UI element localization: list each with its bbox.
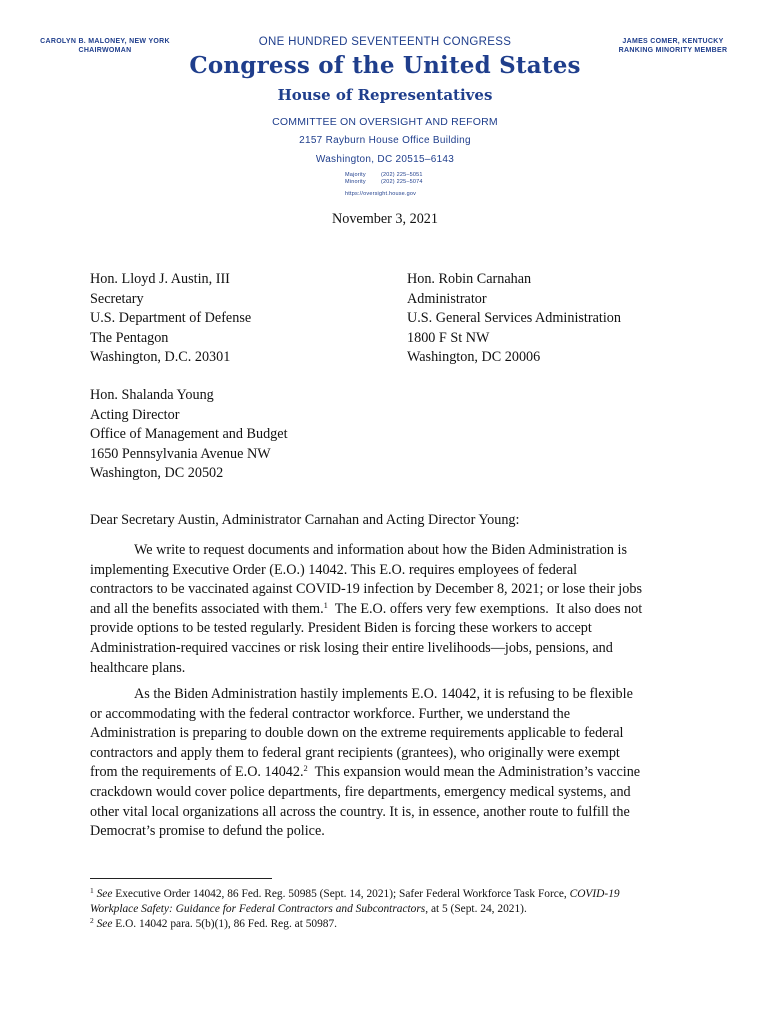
- paragraph-text: The E.O. offers very few exemptions. It also does not: [327, 600, 643, 617]
- paragraph-line: Administration is preparing to double down on the extreme requirements applicable to federal: [90, 725, 624, 742]
- footnote-ref-1[interactable]: 1: [323, 599, 328, 610]
- recipient-line: U.S. General Services Administration: [407, 310, 621, 326]
- paragraph-line: contractors to be vaccinated against COVID-19 infection by December 8, 2021; or lose their jobs: [90, 581, 642, 598]
- congress-number: ONE HUNDRED SEVENTEENTH CONGRESS: [258, 36, 512, 48]
- paragraph-line: [90, 763, 682, 783]
- footnote-signal: See: [96, 918, 113, 930]
- body-paragraph-2: [90, 685, 682, 842]
- footnote-2: [90, 917, 337, 932]
- website-url: https://oversight.house.gov: [345, 191, 417, 197]
- footnote-text: , at 5 (Sept. 24, 2021).: [425, 903, 527, 915]
- recipient-address-young: [90, 386, 288, 484]
- paragraph-line: crackdown would cover police departments, fire departments, emergency medical systems, and: [90, 783, 631, 800]
- paragraph-line: Democrat’s promise to defund the police.: [90, 823, 325, 840]
- footnote-text: E.O. 14042 para. 5(b)(1), 86 Fed. Reg. at 50987.: [112, 918, 338, 930]
- recipient-line: Secretary: [90, 290, 144, 307]
- recipient-line: Administrator: [407, 290, 487, 307]
- recipient-line: U.S. Department of Defense: [90, 310, 252, 326]
- paragraph-line: provide options to be tested regularly. President Biden is forcing these workers to accept: [90, 620, 592, 637]
- footnote-1: [90, 887, 620, 902]
- recipient-line: Hon. Robin Carnahan: [407, 271, 532, 287]
- paragraph-line: Administration-required vaccines or risk losing their entire livelihoods—jobs, pensions, and: [90, 639, 613, 656]
- ranking-title: RANKING MINORITY MEMBER: [618, 47, 728, 54]
- paragraph-line: [90, 600, 682, 620]
- letter-date: November 3, 2021: [332, 211, 438, 227]
- phone-numbers: [345, 172, 423, 186]
- recipient-line: Washington, DC 20006: [407, 349, 541, 365]
- paragraph-line: contractors and apply them to federal grant recipients (grantees), who originally were exempt: [90, 744, 620, 761]
- paragraph-line: or accommodating with the federal contractor workforce. Further, we understand the: [90, 705, 571, 722]
- majority-label: Majority: [345, 172, 366, 178]
- footnote-signal: See: [96, 888, 113, 900]
- recipient-line: Hon. Shalanda Young: [90, 387, 214, 403]
- recipient-line: Hon. Lloyd J. Austin, III: [90, 271, 230, 287]
- committee-name: COMMITTEE ON OVERSIGHT AND REFORM: [272, 116, 498, 128]
- ranking-name: JAMES COMER, KENTUCKY: [622, 38, 724, 45]
- recipient-address-austin: [90, 270, 251, 368]
- paragraph-text: This expansion would mean the Administration’s vaccine: [307, 764, 641, 781]
- house-title: House of Representatives: [277, 86, 493, 104]
- recipient-line: Office of Management and Budget: [90, 426, 288, 442]
- office-address: 2157 Rayburn House Office Building: [299, 135, 471, 146]
- footnote-mark: 1: [90, 886, 94, 895]
- recipient-line: Washington, DC 20502: [90, 465, 224, 481]
- recipient-line: The Pentagon: [90, 329, 169, 346]
- ranking-member-block: [612, 37, 734, 55]
- paragraph-line: As the Biden Administration hastily implements E.O. 14042, it is refusing to be flexible: [134, 686, 633, 702]
- chair-name: CAROLYN B. MALONEY, NEW YORK: [40, 38, 170, 45]
- minority-phone: (202) 225–5074: [381, 179, 423, 185]
- paragraph-text: from the requirements of E.O. 14042.: [90, 764, 304, 781]
- footnote-ref-2[interactable]: 2: [303, 763, 308, 774]
- salutation: Dear Secretary Austin, Administrator Carnahan and Acting Director Young:: [90, 512, 520, 528]
- paragraph-line: other vital local organizations all across the country. It is, in essence, another route to fulfill the: [90, 803, 630, 820]
- recipient-line: 1800 F St NW: [407, 329, 490, 346]
- footnote-text: Executive Order 14042, 86 Fed. Reg. 50985 (Sept. 14, 2021); Safer Federal Workforce Task Force,: [112, 888, 570, 900]
- office-city: Washington, DC 20515–6143: [315, 154, 455, 165]
- recipient-address-carnahan: [407, 270, 621, 368]
- footnote-divider: [90, 878, 272, 879]
- footnote-1-continued: [90, 902, 527, 917]
- footnote-title: Workplace Safety: Guidance for Federal Contractors and Subcontractors: [90, 903, 426, 915]
- chair-block: [40, 37, 170, 55]
- recipient-line: Washington, D.C. 20301: [90, 349, 231, 365]
- paragraph-text: and all the benefits associated with them.: [90, 600, 324, 617]
- footnote-title: COVID-19: [569, 888, 620, 900]
- congress-title: Congress of the United States: [189, 52, 581, 79]
- footnote-mark: 2: [90, 916, 94, 925]
- recipient-line: 1650 Pennsylvania Avenue NW: [90, 445, 271, 462]
- recipient-line: Acting Director: [90, 406, 180, 423]
- chair-title: CHAIRWOMAN: [78, 47, 132, 54]
- majority-phone: (202) 225–5051: [381, 172, 423, 178]
- paragraph-line: healthcare plans.: [90, 659, 186, 676]
- body-paragraph-1: [90, 541, 682, 678]
- paragraph-line: implementing Executive Order (E.O.) 14042. This E.O. requires employees of federal: [90, 561, 578, 578]
- paragraph-line: We write to request documents and information about how the Biden Administration is: [134, 542, 627, 558]
- minority-label: Minority: [345, 179, 366, 185]
